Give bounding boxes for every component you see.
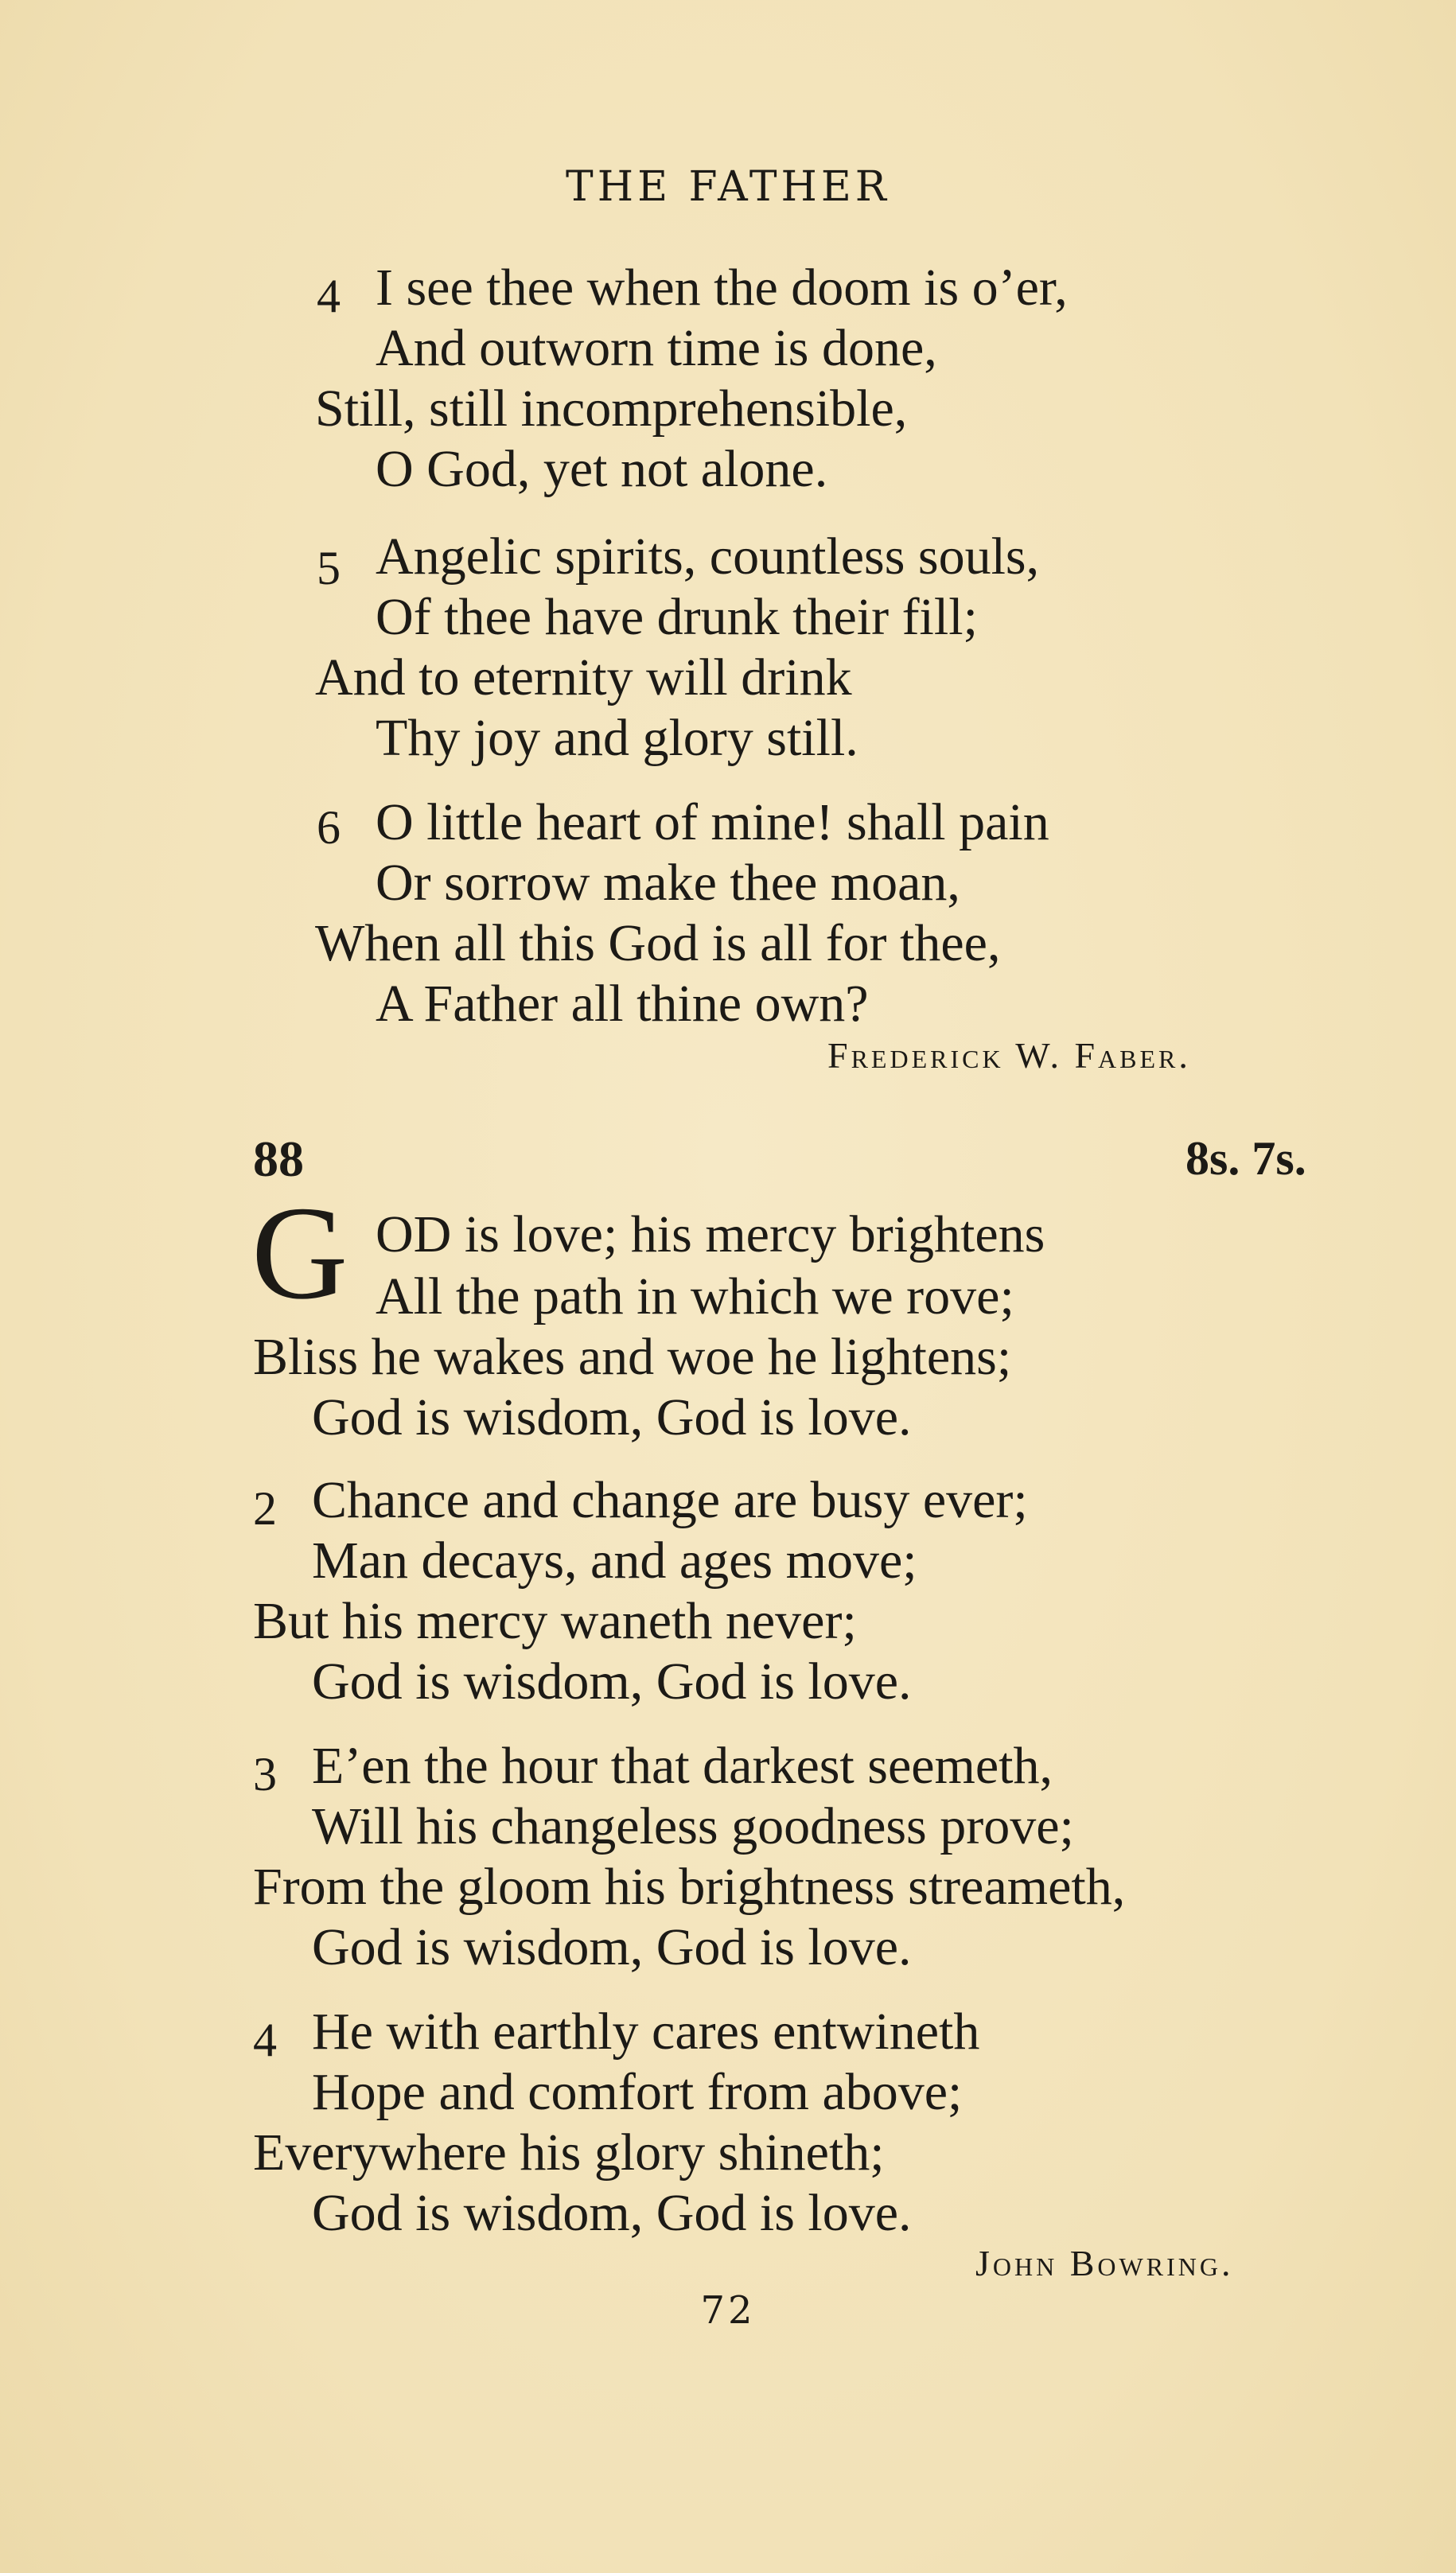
verse-line: All the path in which we rove; [376, 1267, 1014, 1325]
verse-line: God is wisdom, God is love. [312, 1388, 912, 1446]
drop-cap: G [251, 1179, 348, 1327]
verse-line: I see thee when the doom is o’er, [376, 259, 1068, 317]
stanza-number: 6 [317, 801, 341, 854]
verse-line: God is wisdom, God is love. [312, 2184, 912, 2242]
page-number: 72 [700, 2288, 756, 2333]
verse-line: OD is love; his mercy brightens [376, 1205, 1045, 1263]
verse-line: O little heart of mine! shall pain [376, 793, 1049, 851]
stanza-number: 5 [317, 542, 341, 594]
verse-line: Thy joy and glory still. [376, 709, 858, 767]
stanza-number: 4 [317, 270, 341, 322]
verse-line: Of thee have drunk their fill; [376, 588, 978, 646]
verse-line: O God, yet not alone. [376, 440, 828, 498]
verse-line: He with earthly cares entwineth [312, 2003, 980, 2061]
verse-line: God is wisdom, God is love. [312, 1652, 912, 1711]
author-attribution: Frederick W. Faber. [827, 1035, 1191, 1076]
verse-line: And to eternity will drink [315, 648, 852, 707]
verse-line: Man decays, and ages move; [312, 1532, 917, 1590]
verse-line: Chance and change are busy ever; [312, 1471, 1028, 1529]
verse-line: When all this God is all for thee, [315, 914, 1001, 972]
verse-line: A Father all thine own? [376, 975, 869, 1033]
verse-line: God is wisdom, God is love. [312, 1918, 912, 1976]
verse-line: Bliss he wakes and woe he lightens; [253, 1328, 1012, 1386]
verse-line: Or sorrow make thee moan, [376, 854, 960, 912]
stanza-number: 2 [253, 1482, 277, 1535]
verse-line: Everywhere his glory shineth; [253, 2123, 885, 2182]
author-attribution: John Bowring. [975, 2243, 1234, 2283]
verse-line: Will his changeless goodness prove; [312, 1797, 1074, 1855]
verse-line: From the gloom his brightness streameth, [253, 1858, 1126, 1916]
verse-line: E’en the hour that darkest seemeth, [312, 1737, 1053, 1795]
hymn-number: 88 [253, 1131, 304, 1187]
verse-line: But his mercy waneth never; [253, 1592, 857, 1650]
hymn-meter: 8s. 7s. [1185, 1132, 1306, 1185]
verse-line: Angelic spirits, countless souls, [376, 527, 1040, 586]
verse-line: And outworn time is done, [376, 319, 937, 377]
verse-line: Hope and comfort from above; [312, 2063, 963, 2121]
stanza-number: 3 [253, 1748, 277, 1800]
running-head: THE FATHER [566, 163, 890, 211]
verse-line: Still, still incomprehensible, [315, 380, 908, 438]
stanza-number: 4 [253, 2014, 277, 2066]
